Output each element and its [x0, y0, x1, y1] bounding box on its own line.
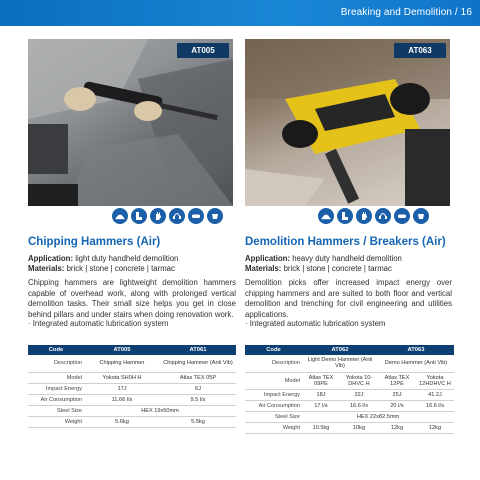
photo-label-at005: AT005 — [177, 43, 229, 58]
table-cell: 25J — [378, 389, 416, 400]
table-cell: 20 l/s — [378, 400, 416, 411]
ppe-icons-right — [318, 208, 429, 226]
table-row — [28, 416, 236, 427]
application-value: heavy duty handheld demolition — [292, 254, 402, 263]
boots-icon — [131, 208, 147, 224]
materials-value: brick | stone | concrete | tarmac — [283, 264, 392, 273]
table-cell: 32J — [340, 389, 378, 400]
materials-label: Materials: — [28, 264, 65, 273]
goggles-icon — [188, 208, 204, 224]
table-cell: Yokota 12HDHVC H — [416, 372, 454, 389]
table-row — [28, 372, 236, 383]
feature-bullet: · Integrated automatic lubrication system — [245, 319, 386, 328]
table-cell: 6J — [160, 383, 236, 394]
table-row — [245, 422, 454, 433]
table-header-cell: AT062 — [302, 345, 378, 355]
page-title: Breaking and Demolition / 16 — [340, 7, 472, 18]
goggles-icon — [394, 208, 410, 224]
table-cell: 5.5kg — [160, 416, 236, 427]
gloves-icon — [356, 208, 372, 224]
table-header-cell: AT063 — [378, 345, 454, 355]
application-label: Application: — [245, 254, 291, 263]
ear-defenders-icon — [375, 208, 391, 224]
meta-demolition — [245, 254, 455, 274]
section-title-demolition: Demolition Hammers / Breakers (Air) — [245, 236, 446, 248]
table-cell: Light Demo Hammer (Anti Vib) — [302, 355, 378, 372]
ppe-icons-left — [112, 208, 223, 226]
table-cell: 18J — [302, 389, 340, 400]
table-cell: 10kg — [340, 422, 378, 433]
table-cell: 10.5kg — [302, 422, 340, 433]
table-header-cell: AT005 — [84, 345, 160, 355]
table-cell: Yokota 10-DHVC H — [340, 372, 378, 389]
description-demolition: Demolition picks offer increased impact energy over chipping hammers and are suited to both floor and vertical demolition and trenching for civil engineering and utilities applications. — [245, 278, 452, 319]
dust-mask-icon — [207, 208, 223, 224]
table-header-cell: Code — [28, 345, 84, 355]
row-label: Weight — [245, 422, 302, 433]
spec-table-chipping — [28, 345, 236, 428]
feature-bullet: · Integrated automatic lubrication system — [28, 319, 169, 328]
row-label: Description — [28, 355, 84, 372]
chipping-hammer-illustration — [28, 39, 233, 206]
table-row — [245, 411, 454, 422]
materials-label: Materials: — [245, 264, 282, 273]
row-label: Description — [245, 355, 302, 372]
spec-table-demolition — [245, 345, 454, 434]
table-cell: 9.5 l/s — [160, 394, 236, 405]
row-label: Model — [28, 372, 84, 383]
table-header-cell: Code — [245, 345, 302, 355]
table-row — [28, 405, 236, 416]
meta-chipping — [28, 254, 238, 274]
application-label: Application: — [28, 254, 74, 263]
table-row — [245, 372, 454, 389]
row-label: Impact Energy — [28, 383, 84, 394]
chipping-hammer-photo — [28, 39, 233, 206]
row-label: Steel Size — [245, 411, 302, 422]
demolition-hammer-photo — [245, 39, 450, 206]
table-cell: HEX 22x82.5mm — [302, 411, 454, 422]
demolition-hammer-illustration — [245, 39, 450, 206]
table-row — [28, 394, 236, 405]
section-title-chipping: Chipping Hammers (Air) — [28, 236, 161, 248]
row-label: Steel Size — [28, 405, 84, 416]
hard-hat-icon — [318, 208, 334, 224]
dust-mask-icon — [413, 208, 429, 224]
table-header-cell: AT061 — [160, 345, 236, 355]
table-row — [245, 389, 454, 400]
gloves-icon — [150, 208, 166, 224]
photo-label-at063: AT063 — [394, 43, 446, 58]
materials-value: brick | stone | concrete | tarmac — [66, 264, 175, 273]
table-cell: 5.6kg — [84, 416, 160, 427]
table-cell: 16.6 l/s — [416, 400, 454, 411]
header-bar — [0, 0, 480, 26]
table-cell: 11.66 l/s — [84, 394, 160, 405]
row-label: Model — [245, 372, 302, 389]
table-header-row — [245, 345, 454, 355]
table-cell: 12kg — [378, 422, 416, 433]
table-cell: Atlas TEX 09PE — [302, 372, 340, 389]
table-cell: Atlas TEX 05P — [160, 372, 236, 383]
row-label: Impact Energy — [245, 389, 302, 400]
table-cell: 41.2J — [416, 389, 454, 400]
application-value: light duty handheld demolition — [75, 254, 179, 263]
row-label: Air Consumption — [245, 400, 302, 411]
table-cell: Chipping Hammer (Anti Vib) — [160, 355, 236, 372]
table-cell: 17 l/s — [302, 400, 340, 411]
table-row — [245, 355, 454, 372]
description-chipping: Chipping hammers are lightweight demolition hammers capable of overhead work, along with prolonged vertical demolition tasks. Their small size helps you get in close behind pillars and under stairs when doing renovation work. — [28, 278, 236, 319]
table-row — [245, 400, 454, 411]
table-cell: HEX 19x50mm — [84, 405, 236, 416]
table-cell: 16.6 l/s — [340, 400, 378, 411]
table-row — [28, 383, 236, 394]
table-cell: Chipping Hammer — [84, 355, 160, 372]
table-header-row — [28, 345, 236, 355]
hard-hat-icon — [112, 208, 128, 224]
row-label: Air Consumption — [28, 394, 84, 405]
table-cell: Atlas TEX 12PE — [378, 372, 416, 389]
table-cell: 12kg — [416, 422, 454, 433]
ear-defenders-icon — [169, 208, 185, 224]
table-cell: Demo Hammer (Anti Vib) — [378, 355, 454, 372]
boots-icon — [337, 208, 353, 224]
table-row — [28, 355, 236, 372]
table-cell: 17J — [84, 383, 160, 394]
table-cell: Yokota SH0H H — [84, 372, 160, 383]
row-label: Weight — [28, 416, 84, 427]
